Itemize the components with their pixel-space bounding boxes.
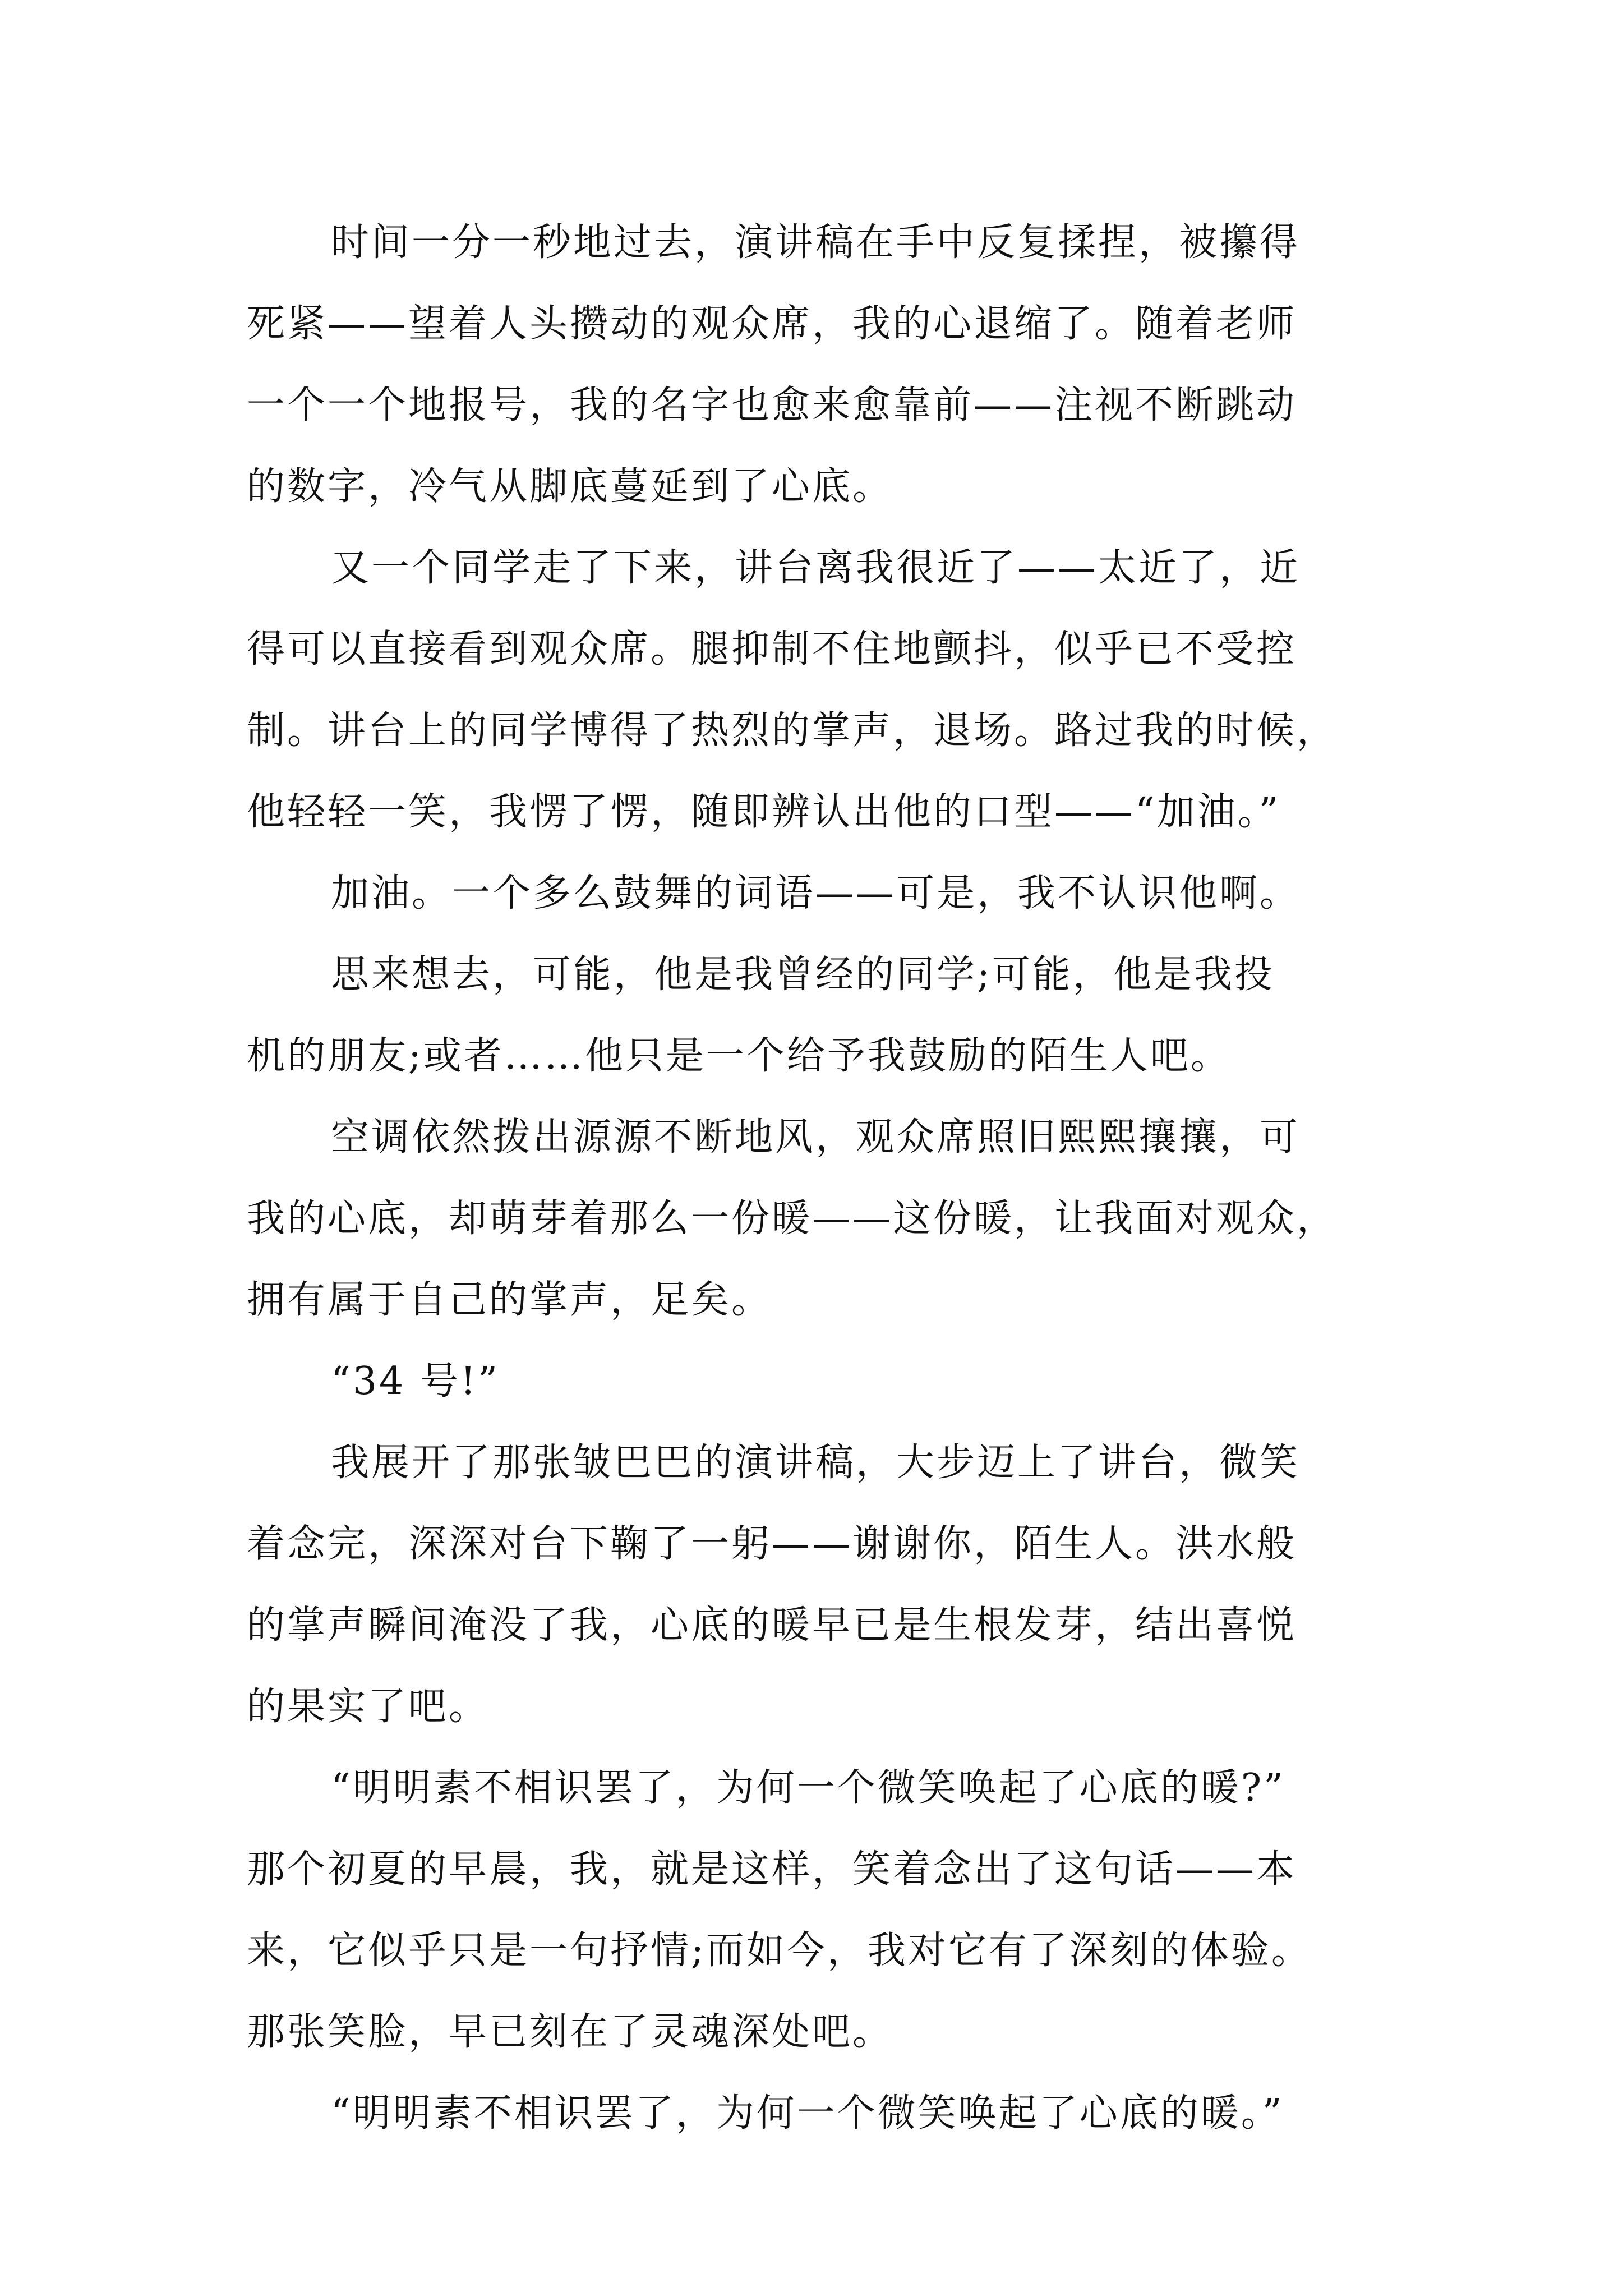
text-line: 机的朋友;或者……他只是一个给予我鼓励的陌生人吧。: [247, 1034, 1231, 1078]
text-line: 制。讲台上的同学博得了热烈的掌声，退场。路过我的时候，: [247, 708, 1338, 753]
text-line: 时间一分一秒地过去，演讲稿在手中反复揉捏，被攥得: [331, 220, 1301, 265]
text-line: 思来想去，可能，他是我曾经的同学;可能，他是我投: [331, 953, 1275, 997]
text-line: 的掌声瞬间淹没了我，心底的暖早已是生根发芽，结出喜悦: [247, 1603, 1297, 1648]
document-body: [247, 202, 1402, 2154]
text-line: 死紧——望着人头攒动的观众席，我的心退缩了。随着老师: [247, 302, 1297, 346]
text-line: 他轻轻一笑，我愣了愣，随即辨认出他的口型——“加油。”: [247, 790, 1281, 834]
text-line: 加油。一个多么鼓舞的词语——可是，我不认识他啊。: [331, 871, 1301, 915]
text-line: 我展开了那张皱巴巴的演讲稿，大步迈上了讲台，微笑: [331, 1441, 1301, 1485]
text-line: 那个初夏的早晨，我，就是这样，笑着念出了这句话——本: [247, 1847, 1297, 1892]
text-line: “明明素不相识罢了，为何一个微笑唤起了心底的暖?”: [331, 1766, 1285, 1810]
text-line: 又一个同学走了下来，讲台离我很近了——太近了，近: [331, 546, 1301, 590]
text-line: 着念完，深深对台下鞠了一躬——谢谢你，陌生人。洪水般: [247, 1522, 1297, 1566]
text-line: 来，它似乎只是一句抒情;而如今，我对它有了深刻的体验。: [247, 1929, 1312, 1973]
text-line: “明明素不相识罢了，为何一个微笑唤起了心底的暖。”: [331, 2091, 1284, 2136]
text-line: 那张笑脸，早已刻在了灵魂深处吧。: [247, 2010, 893, 2054]
text-line: “34 号!”: [331, 1359, 500, 1404]
text-line: 的数字，冷气从脚底蔓延到了心底。: [247, 464, 893, 509]
text-line: 空调依然拨出源源不断地风，观众席照旧熙熙攘攘，可: [331, 1115, 1301, 1159]
text-line: 拥有属于自己的掌声，足矣。: [247, 1278, 772, 1322]
text-line: 一个一个地报号，我的名字也愈来愈靠前——注视不断跳动: [247, 383, 1297, 427]
text-line: 我的心底，却萌芽着那么一份暖——这份暖，让我面对观众，: [247, 1197, 1338, 1241]
text-line: 得可以直接看到观众席。腿抑制不住地颤抖，似乎已不受控: [247, 627, 1297, 671]
text-line: 的果实了吧。: [247, 1685, 490, 1729]
